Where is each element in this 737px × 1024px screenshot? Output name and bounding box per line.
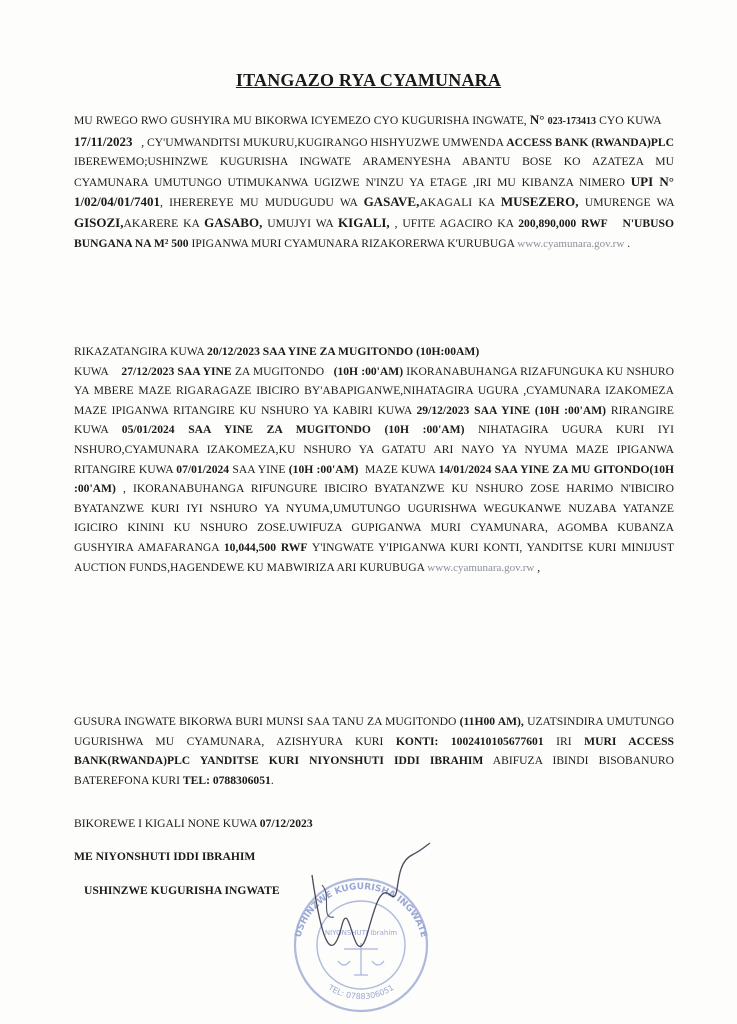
website-link[interactable]: www.cyamunara.gov.rw (517, 237, 625, 250)
paragraph-payment: GUSURA INGWATE BIKORWA BURI MUNSI SAA TANU ZA MUGITONDO (11H00 AM), UZATSINDIRA UMUTUNGO UGURISHWA MU CYAMUNARA, AZISHYURA KURI KONTI: 1002410105677601 IRI MURI ACCESS BANK(RWANDA)PLC YANDITSE KURI NIYONSHUTI IDDI IBRAHIM ABIFUZA IBINDI BISOBANURO BATEREFONA KURI TEL: 0788306051. (74, 715, 674, 787)
signatory-role: USHINZWE KUGURISHA INGWATE (84, 884, 280, 897)
website-link-2[interactable]: www.cyamunara.gov.rw (427, 561, 535, 574)
svg-text:TEL: 0788306051: TEL: 0788306051 (326, 983, 396, 1002)
svg-text:USHINZWE KUGURISHA INGWATE: USHINZWE KUGURISHA INGWATE (293, 882, 429, 939)
official-stamp-icon (272, 825, 432, 1015)
signatory-name: ME NIYONSHUTI IDDI IBRAHIM (74, 850, 256, 863)
paragraph-date: BIKOREWE I KIGALI NONE KUWA 07/12/2023 (74, 817, 313, 830)
paragraph-intro: MU RWEGO RWO GUSHYIRA MU BIKORWA ICYEMEZO CYO KUGURISHA INGWATE, N° 023-173413 CYO KUWA 17/11/2023 , CY'UMWANDITSI MUKURU,KUGIRANGO HISHYUZWE UMWENDA ACCESS BANK (RWANDA)PLC IBEREWEMO;USHINZWE KUGURISHA INGWATE ARAMENYESHA ABANTU BOSE KO AZATEZA MU CYAMUNARA UMUTUNGO UTIMUKANWA UGIZWE N'INZU YA ETAGE ,IRI MU KIBANZA NIMERO UPI N° 1/02/04/01/7401, IHEREREYE MU MUDUGUDU WA GASAVE,AKAGALI KA MUSEZERO, UMURENGE WA GISOZI,AKARERE KA GASABO, UMUJYI WA KIGALI, , UFITE AGACIRO KA 200,890,000 RWF N'UBUSO BUNGANA NA M² 500 IPIGANWA MURI CYAMUNARA RIZAKORERWA K'URUBUGA www.cyamunara.gov.rw . (74, 112, 675, 250)
svg-text:NIYONSHUTI Ibrahim: NIYONSHUTI Ibrahim (324, 929, 398, 937)
page-title: ITANGAZO RYA CYAMUNARA (235, 70, 502, 90)
paragraph-schedule: RIKAZATANGIRA KUWA 20/12/2023 SAA YINE ZA MUGITONDO (10H:00AM) KUWA 27/12/2023 SAA YINE ZA MUGITONDO (10H :00'AM) IKORANABUHANGA RIZAFUNGUKA KU NSHURO YA MBERE MAZE RIGARAGAZE IBICIRO BY'ABAPIGANWE,NIHATAGIRA UGURA ,CYAMUNARA IZAKOMEZA MAZE IPIGANWA RITANGIRE KU NSHURO YA KABIRI KUWA 29/12/2023 SAA YINE (10H :00'AM) RIRANGIRE KUWA 05/01/2024 SAA YINE ZA MUGITONDO (10H :00'AM) NIHATAGIRA UGURA KURI IYI NSHURO,CYAMUNARA IZAKOMEZA,KU NSHURO YA GATATU ARI NAYO YA NYUMA MAZE IPIGANWA RITANGIRE KUWA 07/01/2024 SAA YINE (10H :00'AM) MAZE KUWA 14/01/2024 SAA YINE ZA MU GITONDO(10H :00'AM) , IKORANABUHANGA RIFUNGURE IBICIRO BYATANZWE KU NSHURO ZOSE HARIMO N'IBICIRO BYATANZWE KURI IYI NSHURO YA NYUMA,UMUTUNGO UGURISHWA WEGUKANWE NUZABA YATANZE IGICIRO KININI KU NSHURO ZOSE.UWIFUZA GUPIGANWA MURI CYAMUNARA, AGOMBA KUBANZA GUSHYIRA AMAFARANGA 10,044,500 RWF Y'INGWATE Y'IPIGANWA KURI KONTI, YANDITSE KURI MINIJUST AUCTION FUNDS,HAGENDEWE KU MABWIRIZA ARI KURUBUGA www.cyamunara.gov.rw , (74, 345, 675, 574)
